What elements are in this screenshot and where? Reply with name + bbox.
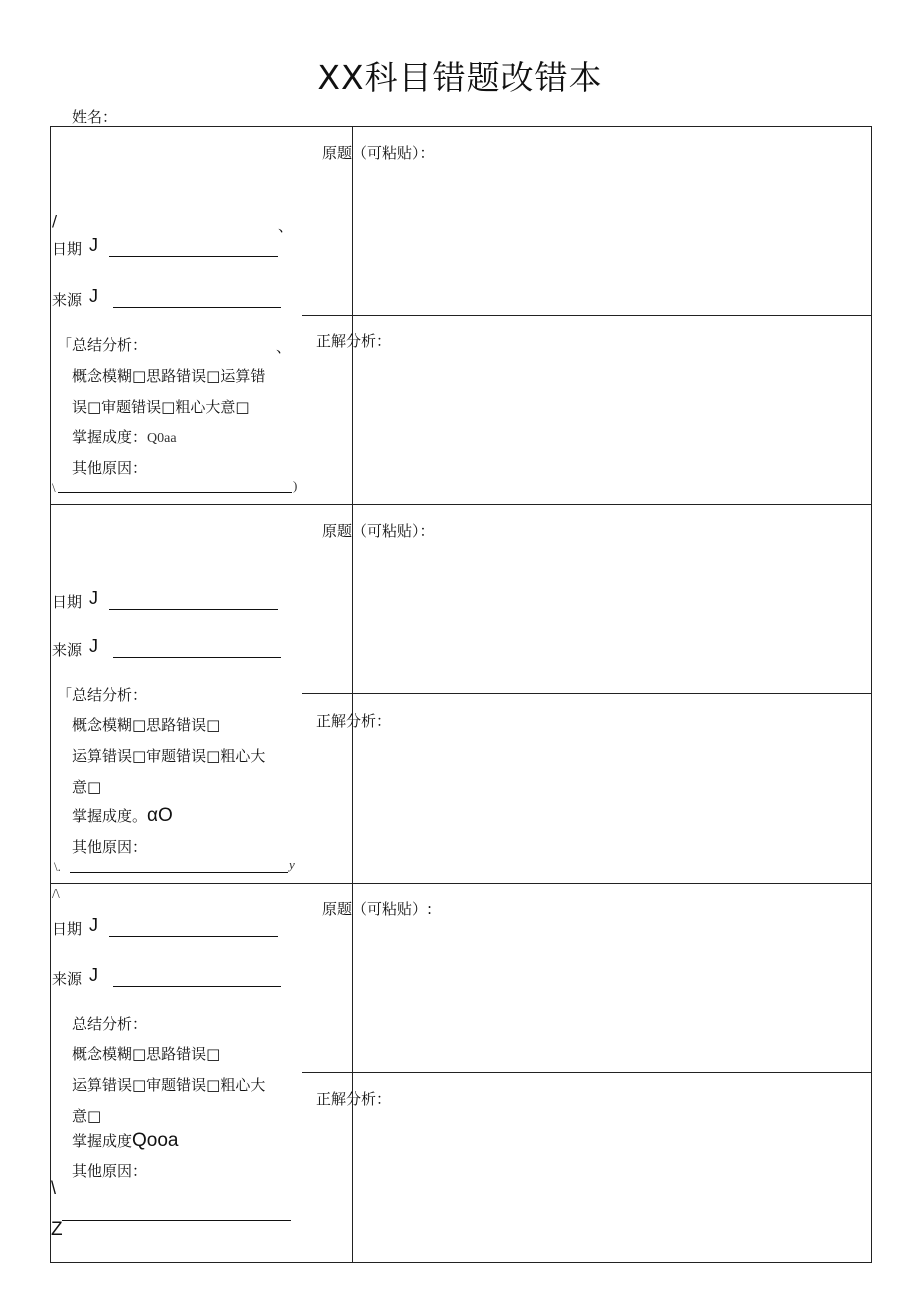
source-field[interactable] xyxy=(113,986,281,987)
bracket-line xyxy=(58,492,292,493)
j-mark: J xyxy=(89,915,98,935)
mastery-value: Qooa xyxy=(132,1130,179,1151)
error-types: 意□ xyxy=(72,1107,102,1125)
mastery-label xyxy=(72,426,177,447)
corner-mark: ) xyxy=(293,478,298,493)
bracket-line xyxy=(70,872,288,873)
section-divider xyxy=(302,315,871,316)
other-reason-label: 其他原因： xyxy=(72,1162,148,1180)
error-types: 概念模糊□思路错误□ xyxy=(72,1045,221,1063)
mastery-label-text: 掌握成度： xyxy=(72,428,148,446)
summary-label: 总结分析： xyxy=(72,1015,148,1033)
error-types: 概念模糊□思路错误□运算错 xyxy=(72,367,266,385)
name-label: 姓名： xyxy=(72,108,118,126)
page-title: XX科目错题改错本 xyxy=(317,58,603,97)
source-field[interactable] xyxy=(113,657,281,658)
j-mark: J xyxy=(89,965,98,985)
corner-mark: 、 xyxy=(278,217,294,235)
source-label: 来源 xyxy=(52,641,83,659)
row-divider xyxy=(51,883,871,884)
date-field[interactable] xyxy=(109,609,278,610)
corner-mark: 、 xyxy=(276,338,292,356)
original-question-label: 原题（可粘贴）： xyxy=(322,522,435,540)
summary-label: 「总结分析： xyxy=(57,336,148,354)
original-question-label: 原题（可粘贴）： xyxy=(322,144,435,162)
j-mark: J xyxy=(89,588,98,608)
date-field[interactable] xyxy=(109,936,278,937)
mastery-value: Q0aa xyxy=(147,431,177,446)
corner-mark: \. xyxy=(54,859,61,874)
j-mark: J xyxy=(89,235,98,255)
solution-analysis-label: 正解分析： xyxy=(316,712,392,730)
other-reason-label: 其他原因： xyxy=(72,459,148,477)
mastery-label xyxy=(72,1130,179,1152)
mastery-label-text: 掌握成度。 xyxy=(72,807,148,825)
solution-analysis-label: 正解分析： xyxy=(316,1090,392,1108)
bracket-line xyxy=(62,1220,291,1221)
j-mark: J xyxy=(89,636,98,656)
date-field[interactable] xyxy=(109,256,278,257)
original-question-label: 原题（可粘贴）: xyxy=(322,900,433,918)
source-field[interactable] xyxy=(113,307,281,308)
corner-mark: \ xyxy=(51,1178,57,1198)
date-label: 日期 xyxy=(52,240,83,258)
date-label: 日期 xyxy=(52,593,83,611)
mastery-label xyxy=(72,805,173,827)
summary-label: 「总结分析： xyxy=(57,686,148,704)
section-divider xyxy=(302,1072,871,1073)
j-mark: J xyxy=(89,286,98,306)
date-label: 日期 xyxy=(52,920,83,938)
error-types: 概念模糊□思路错误□ xyxy=(72,716,221,734)
error-types: 意□ xyxy=(72,778,102,796)
section-divider xyxy=(302,693,871,694)
error-types: 误□审题错误□粗心大意□ xyxy=(72,398,250,416)
corner-mark: /\ xyxy=(52,887,60,902)
mastery-label-text: 掌握成度 xyxy=(72,1132,133,1150)
mastery-value: αO xyxy=(147,805,173,826)
solution-analysis-label: 正解分析： xyxy=(316,332,392,350)
corner-mark: Z xyxy=(51,1219,63,1240)
row-divider xyxy=(51,504,871,505)
corner-mark: / xyxy=(52,212,58,230)
corner-mark: y xyxy=(289,857,295,872)
corner-mark: \ xyxy=(52,480,56,495)
other-reason-label: 其他原因： xyxy=(72,838,148,856)
error-types: 运算错误□审题错误□粗心大 xyxy=(72,1076,266,1094)
error-types: 运算错误□审题错误□粗心大 xyxy=(72,747,266,765)
source-label: 来源 xyxy=(52,291,83,309)
source-label: 来源 xyxy=(52,970,83,988)
